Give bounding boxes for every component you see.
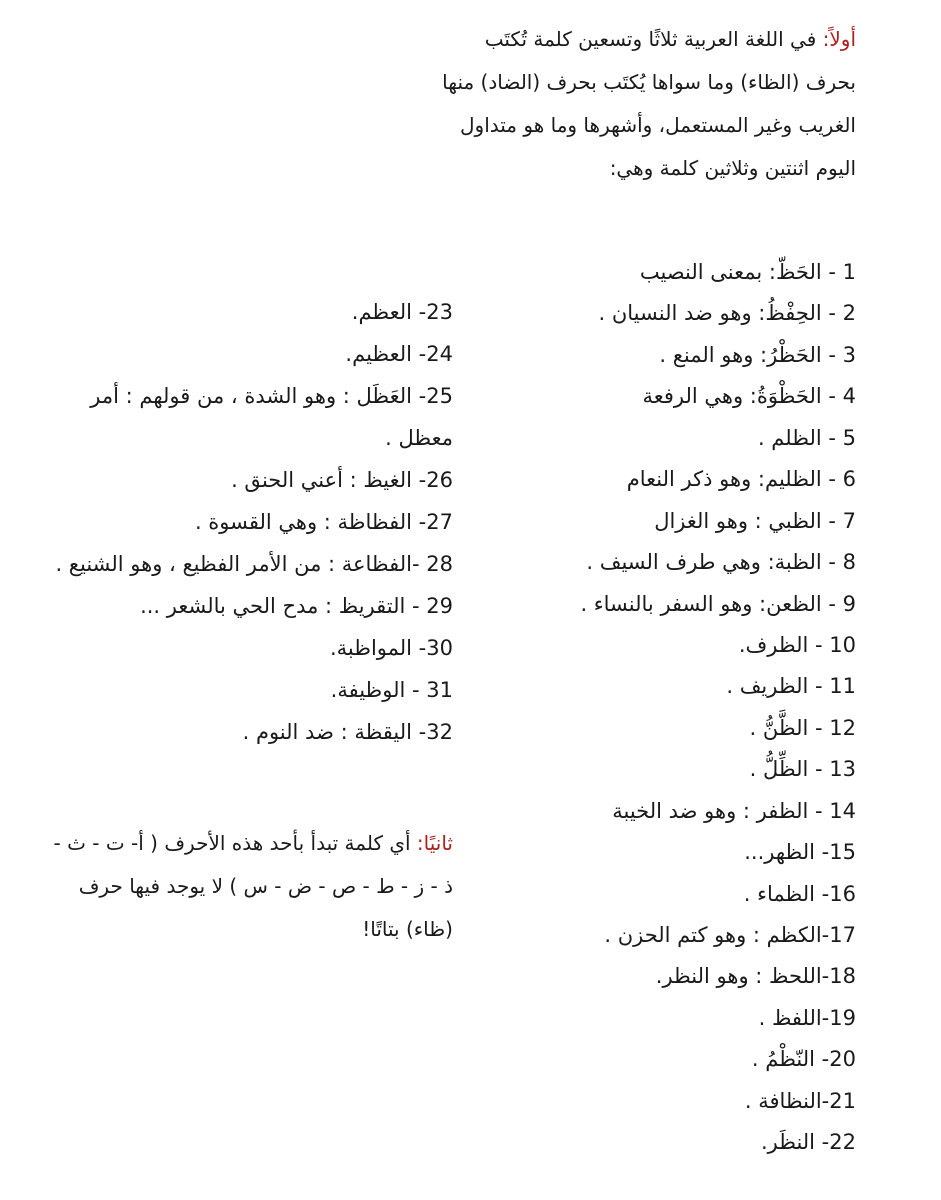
list-item: 3 - الحَظْرُ: وهو المنع . (659, 342, 856, 367)
list-item: 8 - الظبة: وهي طرف السيف . (586, 550, 856, 575)
list-item: 22- النظَر. (760, 1130, 856, 1155)
list-item: 31 - الوظيفة. (330, 678, 453, 702)
list-item: 7 - الظبي : وهو الغزال (654, 508, 856, 533)
intro-label: أولاً: (822, 27, 856, 51)
word-list-right (436, 252, 856, 1164)
list-item: 12 - الظَّنُّ . (749, 715, 856, 740)
list-item: 32- اليقظة : ضد النوم . (242, 720, 453, 744)
list-item: 18-اللحظ : وهو النظر. (655, 964, 856, 989)
list-item: 19-اللفظ . (758, 1005, 856, 1030)
word-list-left (53, 291, 453, 753)
section-two-text: أي كلمة تبدأ بأحد هذه الأحرف ( أ- ت - ث - ذ - ز - ط - ص - ض - س ) لا يوجد فيها حرف (ظاء) بتاتًا! (53, 831, 453, 941)
list-item: 1 - الحَظّ: بمعنى النصيب (639, 260, 856, 284)
list-item: 27- الفظاظة : وهي القسوة . (194, 510, 453, 534)
section-two-label: ثانيًا: (416, 831, 453, 855)
list-item: 11 - الظريف . (726, 674, 856, 699)
list-item: 15- الظهر... (744, 840, 856, 865)
list-item: 13 - الظِّلُّ . (749, 757, 856, 782)
list-item: 24- العظيم. (345, 342, 453, 366)
list-item: 30- المواظبة. (329, 636, 453, 660)
list-item: 26- الغيظ : أعني الحنق . (231, 468, 453, 492)
list-item: 9 - الظعن: وهو السفر بالنساء . (580, 591, 856, 616)
list-item: 14 - الظفر : وهو ضد الخيبة (612, 798, 856, 823)
list-item: 10 - الظرف. (738, 632, 856, 657)
list-item: 17-الكظم : وهو كتم الحزن . (604, 923, 856, 947)
intro-paragraph (436, 18, 856, 190)
list-item: 28 -الفظاعة : من الأمر الفظيع ، وهو الشنيع . (55, 552, 453, 576)
intro-text: في اللغة العربية ثلاثًا وتسعين كلمة تُكتَب بحرف (الظاء) وما سواها يُكتَب بحرف (الضاد) منها الغريب وغير المستعمل، وأشهرها وما هو متداول اليوم اثنتين وثلاثين كلمة وهي: (442, 27, 856, 180)
list-item: 20- النّظْمُ . (751, 1047, 856, 1072)
list-item: 25- العَظَل : وهو الشدة ، من قولهم : أمر معظل . (90, 384, 453, 450)
list-item: 29 - التقريظ : مدح الحي بالشعر ... (140, 594, 453, 618)
list-item: 2 - الحِفْظُ: وهو ضد النسيان . (598, 301, 856, 326)
list-item: 21-النظافة . (744, 1088, 856, 1113)
list-item: 23- العظم. (351, 300, 453, 324)
list-item: 16- الظماء . (743, 881, 856, 906)
section-two-paragraph (53, 822, 453, 951)
list-item: 4 - الحَظْوَةُ: وهي الرفعة (642, 384, 856, 409)
list-item: 5 - الظلم . (757, 425, 856, 450)
list-item: 6 - الظليم: وهو ذكر النعام (626, 467, 856, 492)
